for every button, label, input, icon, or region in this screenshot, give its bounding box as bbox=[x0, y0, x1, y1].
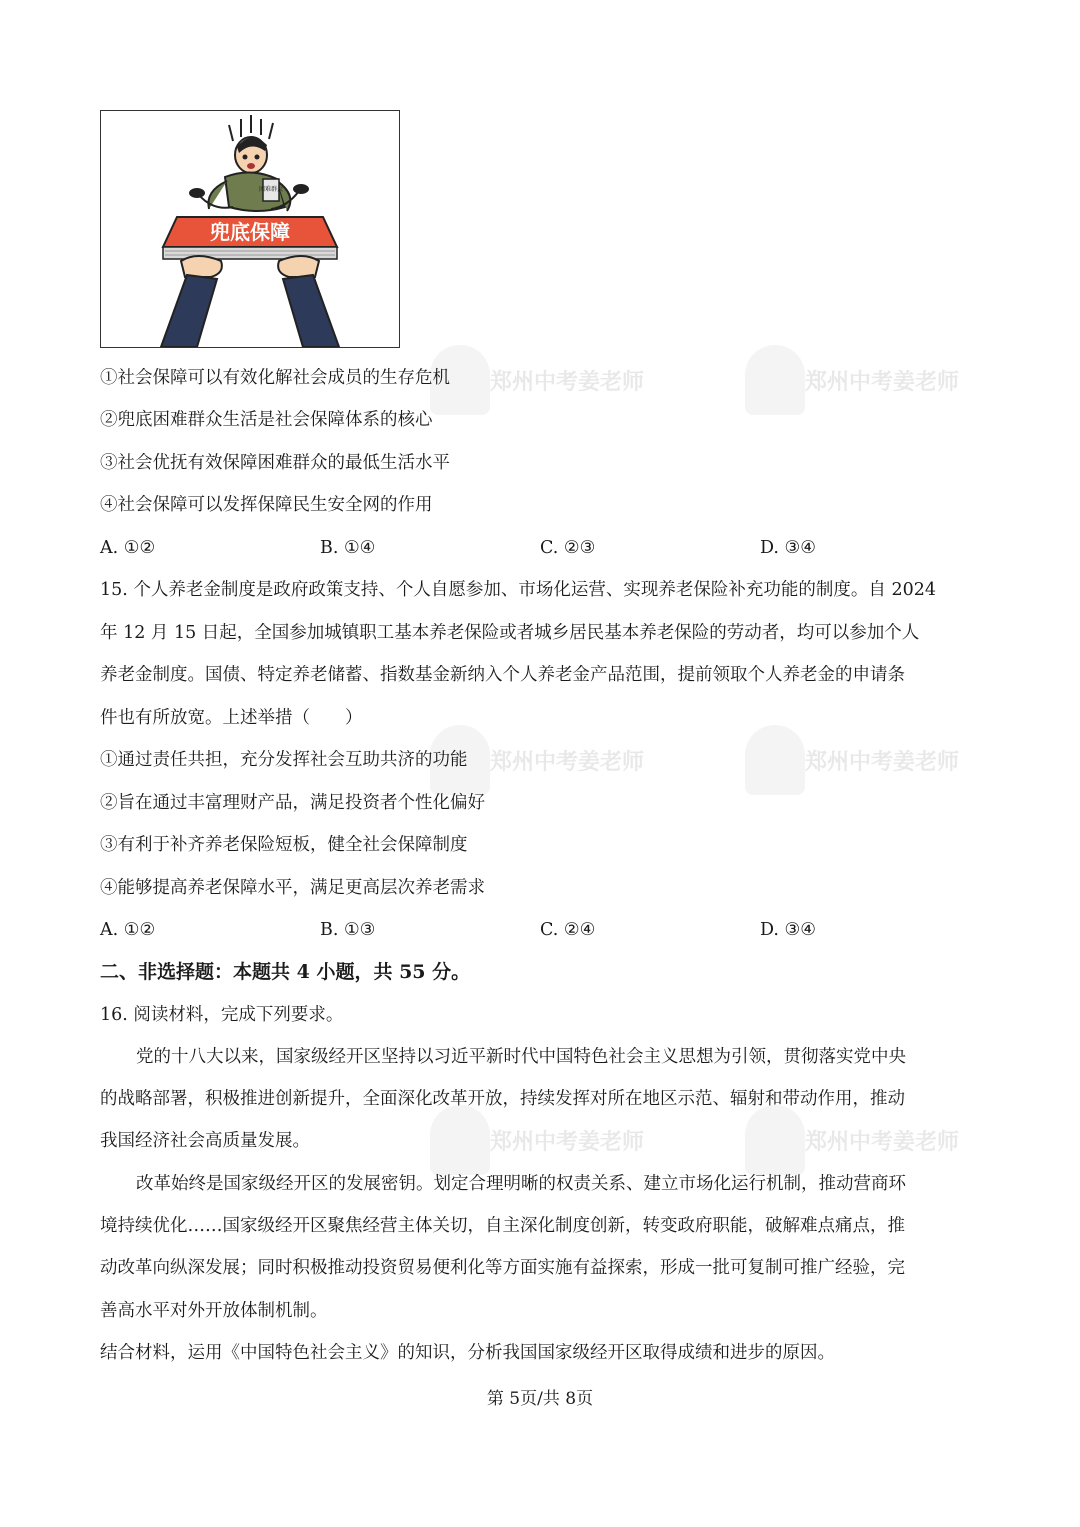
q16-para1-line-3: 我国经济社会高质量发展。 bbox=[100, 1131, 310, 1151]
q15-choice-b[interactable]: B. ①③ bbox=[320, 920, 376, 940]
q14-choice-b[interactable]: B. ①④ bbox=[320, 538, 376, 558]
q16-task: 结合材料，运用《中国特色社会主义》的知识，分析我国国家级经开区取得成绩和进步的原因。 bbox=[100, 1343, 835, 1363]
watermark-figure bbox=[430, 1105, 490, 1175]
q15-option-4: ④能够提高养老保障水平，满足更高层次养老需求 bbox=[100, 878, 485, 898]
watermark-figure bbox=[745, 1105, 805, 1175]
section-heading: 二、非选择题：本题共 4 小题，共 55 分。 bbox=[100, 961, 471, 983]
q16-para2-line-2: 境持续优化……国家级经开区聚焦经营主体关切，自主深化制度创新，转变政府职能，破解难点痛点，推 bbox=[100, 1216, 905, 1236]
q16-para2-line-4: 善高水平对外开放体制机制。 bbox=[100, 1301, 328, 1321]
q14-option-2: ②兜底困难群众生活是社会保障体系的核心 bbox=[100, 410, 433, 430]
q14-option-1: ①社会保障可以有效化解社会成员的生存危机 bbox=[100, 368, 450, 388]
q16-para1-line-1: 党的十八大以来，国家级经开区坚持以习近平新时代中国特色社会主义思想为引领，贯彻落实党中央 bbox=[136, 1047, 906, 1067]
q15-option-2: ②旨在通过丰富理财产品，满足投资者个性化偏好 bbox=[100, 793, 485, 813]
cartoon-drawing bbox=[101, 111, 399, 347]
q15-stem-line-2: 年 12 月 15 日起，全国参加城镇职工基本养老保险或者城乡居民基本养老保险的劳动者，均可以参加个人 bbox=[100, 623, 920, 643]
watermark-text: 郑州中考姜老师 bbox=[490, 1130, 645, 1155]
q14-option-3: ③社会优抚有效保障困难群众的最低生活水平 bbox=[100, 453, 450, 473]
q14-choice-c[interactable]: C. ②③ bbox=[540, 538, 596, 558]
q15-choice-a[interactable]: A. ①② bbox=[100, 920, 156, 940]
q15-stem-line-4: 件也有所放宽。上述举措（ ） bbox=[100, 708, 363, 728]
q15-stem-line-1: 15. 个人养老金制度是政府政策支持、个人自愿参加、市场化运营、实现养老保险补充功能的制度。自 2024 bbox=[100, 580, 936, 600]
q16-para2-line-3: 动改革向纵深发展；同时积极推动投资贸易便利化等方面实施有益探索，形成一批可复制可推广经验，完 bbox=[100, 1258, 905, 1278]
q15-choice-c[interactable]: C. ②④ bbox=[540, 920, 596, 940]
q14-choice-d[interactable]: D. ③④ bbox=[760, 538, 816, 558]
q16-para2-line-1: 改革始终是国家级经开区的发展密钥。划定合理明晰的权责关系、建立市场化运行机制，推动营商环 bbox=[136, 1174, 906, 1194]
watermark-text: 郑州中考姜老师 bbox=[805, 370, 960, 395]
watermark-text: 郑州中考姜老师 bbox=[490, 750, 645, 775]
q15-option-3: ③有利于补齐养老保险短板，健全社会保障制度 bbox=[100, 835, 468, 855]
watermark-figure bbox=[745, 345, 805, 415]
watermark-text: 郑州中考姜老师 bbox=[805, 1130, 960, 1155]
page-number: 第 5页/共 8页 bbox=[486, 1389, 594, 1409]
watermark-text: 郑州中考姜老师 bbox=[490, 370, 645, 395]
badge-text: 困难群众 bbox=[258, 186, 284, 193]
safety-net-cartoon bbox=[100, 110, 400, 348]
q15-choice-d[interactable]: D. ③④ bbox=[760, 920, 816, 940]
q14-option-4: ④社会保障可以发挥保障民生安全网的作用 bbox=[100, 495, 433, 515]
q15-stem-line-3: 养老金制度。国债、特定养老储蓄、指数基金新纳入个人养老金产品范围，提前领取个人养老金的申请条 bbox=[100, 665, 905, 685]
cartoon-sign-text: 兜底保障 bbox=[210, 220, 290, 244]
q14-choice-a[interactable]: A. ①② bbox=[100, 538, 156, 558]
q16-intro: 16. 阅读材料，完成下列要求。 bbox=[100, 1005, 344, 1025]
watermark-text: 郑州中考姜老师 bbox=[805, 750, 960, 775]
watermark-figure bbox=[745, 725, 805, 795]
q15-option-1: ①通过责任共担，充分发挥社会互助共济的功能 bbox=[100, 750, 468, 770]
q16-para1-line-2: 的战略部署，积极推进创新提升，全面深化改革开放，持续发挥对所在地区示范、辐射和带动作用，推动 bbox=[100, 1089, 905, 1109]
